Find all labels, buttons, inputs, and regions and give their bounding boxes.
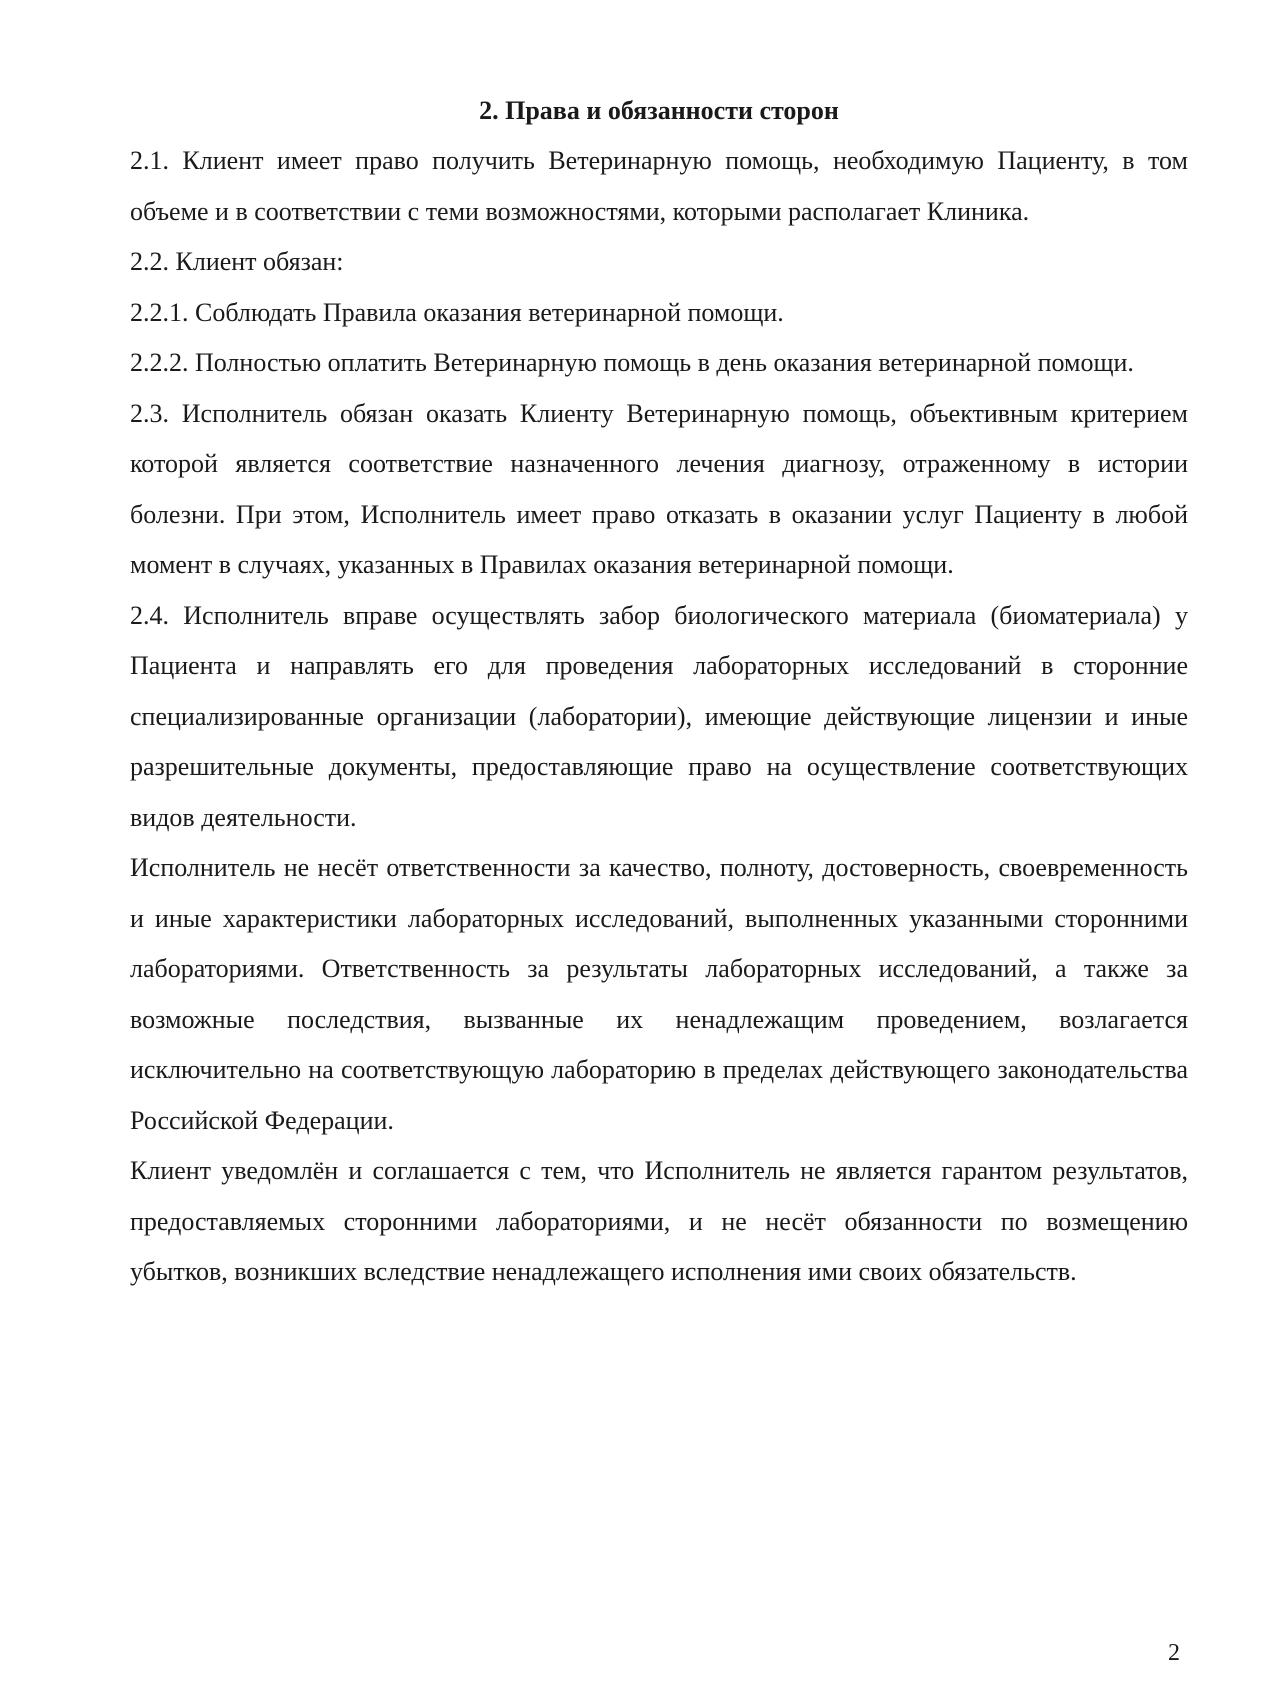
paragraph-2-2: 2.2. Клиент обязан:: [130, 247, 344, 276]
paragraph-2-4: 2.4. Исполнитель вправе осуществлять забор биологического материала (биоматериала) у Пациента и направлять его для проведения лабораторных исследований в сторонние специализированные организации (лаборатории), имеющие действующие лицензии и иные разрешительные документы, предоставляющие право на осуществление соответствующих видов деятельности.: [130, 600, 1188, 832]
paragraph-2-1: 2.1. Клиент имеет право получить Ветеринарную помощь, необходимую Пациенту, в том объеме и в соответствии с теми возможностями, которыми располагает Клиника.: [130, 146, 1188, 226]
paragraph-liability: Исполнитель не несёт ответственности за качество, полноту, достоверность, своевременность и иные характеристики лабораторных исследований, выполненных указанными сторонними лабораториями. Ответственность за результаты лабораторных исследований, а также за возможные последствия, вызванные их ненадлежащим проведением, возлагается исключительно на соответствующую лабораторию в пределах действующего законодательства Российской Федерации.: [130, 853, 1188, 1135]
page-number: 2: [1168, 1640, 1180, 1666]
section-title: 2. Права и обязанности сторон: [479, 96, 839, 125]
paragraph-client-notice: Клиент уведомлён и соглашается с тем, что Исполнитель не является гарантом результатов, предоставляемых сторонними лабораториями, и не несёт обязанности по возмещению убытков, возникших вследствие ненадлежащего исполнения ими своих обязательств.: [130, 1156, 1188, 1286]
document-body: [130, 92, 1188, 1298]
paragraph-2-2-2: 2.2.2. Полностью оплатить Ветеринарную помощь в день оказания ветеринарной помощи.: [130, 348, 1134, 377]
paragraph-2-2-1: 2.2.1. Соблюдать Правила оказания ветеринарной помощи.: [130, 297, 784, 327]
paragraph-2-3: 2.3. Исполнитель обязан оказать Клиенту Ветеринарную помощь, объективным критерием которой является соответствие назначенного лечения диагнозу, отраженному в истории болезни. При этом, Исполнитель имеет право отказать в оказании услуг Пациенту в любой момент в случаях, указанных в Правилах оказания ветеринарной помощи.: [130, 398, 1188, 579]
